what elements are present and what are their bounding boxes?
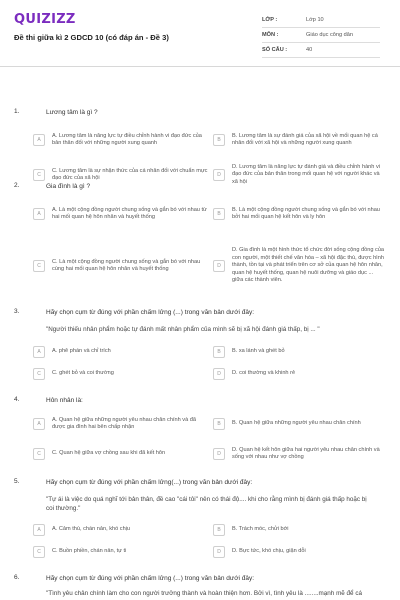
- option-d[interactable]: [213, 544, 385, 560]
- option-text: C. Lương tâm là sự nhận thức của cá nhân đối với chuẩn mực đạo đức của xã hội: [52, 167, 208, 181]
- quizizz-logo: QUIZIZZ: [14, 12, 76, 27]
- option-badge: D: [213, 546, 225, 558]
- option-badge: C: [33, 448, 45, 460]
- question-4: [0, 396, 400, 405]
- question-2: [0, 182, 400, 191]
- option-badge: D: [213, 260, 225, 272]
- option-text: D. Gia đình là một hình thức tổ chức đời sống cộng đồng của con người, một thiết chế văn hóa – xã hội đặc thù, được hình thành, tồn tại và phát triển trên cơ sở của quan hệ hôn nhân, quan hệ huyết thống, quan hệ nuôi dưỡng và giáo dục ... giữa các thành viên.: [232, 247, 385, 284]
- option-badge: D: [213, 448, 225, 460]
- option-text: D. Bực tức, khó chịu, giận dỗi: [232, 548, 306, 555]
- option-a[interactable]: [33, 522, 209, 538]
- question-text: Lương tâm là gì ?: [46, 109, 98, 116]
- option-text: D. Quan hệ kết hôn giữa hai người yêu nhau chân chính và sống với nhau như vợ chồng: [232, 446, 380, 460]
- meta-table: [262, 13, 380, 58]
- option-text: B. xa lánh và ghét bỏ: [232, 348, 285, 355]
- option-text: A. Cảm thù, chán nản, khó chịu: [52, 526, 131, 533]
- option-a[interactable]: [33, 344, 209, 360]
- question-number: 6.: [14, 574, 20, 581]
- meta-label: MÔN :: [262, 32, 279, 38]
- option-text: A. Là một cộng đồng người chung sống và gắn bó với nhau từ hai mối quan hệ hôn nhân và huyết thống: [52, 206, 207, 220]
- option-text: B. Lương tâm là sự đánh giá của xã hội về mối quan hệ cá nhân đối với xã hội và những người xung quanh: [232, 132, 378, 146]
- question-number: 4.: [14, 396, 20, 403]
- option-text: D. Lương tâm là năng lực tự đánh giá và điều chỉnh hành vi đạo đức của bản thân trong mối quan hệ với người khác và xã hội: [232, 163, 380, 185]
- option-c[interactable]: [33, 544, 209, 560]
- meta-row-class: [262, 13, 380, 28]
- option-text: A. Quan hệ giữa những người yêu nhau chân chính và đã được gia đình hai bên chấp nhận: [52, 416, 196, 430]
- option-badge: A: [33, 418, 45, 430]
- meta-value: 40: [306, 47, 313, 53]
- option-text: A. phê phán và chỉ trích: [52, 348, 111, 355]
- meta-value: Lớp 10: [306, 17, 324, 23]
- option-text: B. Là một cộng đồng người chung sống và gắn bó với nhau bởi hai mối quan hệ kết hôn và ly hôn: [232, 206, 380, 220]
- option-text: B. Trách móc, chửi bới: [232, 526, 289, 533]
- meta-label: SỐ CÂU :: [262, 47, 288, 53]
- option-badge: A: [33, 346, 45, 358]
- option-c[interactable]: [33, 366, 209, 382]
- option-c[interactable]: [33, 442, 209, 466]
- option-text: D. coi thường và khinh rẻ: [232, 370, 296, 377]
- option-badge: A: [33, 208, 45, 220]
- option-a[interactable]: [33, 124, 209, 156]
- question-number: 2.: [14, 182, 20, 189]
- question-quote: "Tình yêu chân chính làm cho con người trưởng thành và hoàn thiện hơn. Bởi vì, tình yêu là ........mạnh mẽ để cá: [46, 590, 362, 597]
- option-badge: D: [213, 368, 225, 380]
- option-text: A. Lương tâm là năng lực tự điều chỉnh hành vi đạo đức của bản thân đối với những người xung quanh: [52, 132, 202, 146]
- question-text: Hôn nhân là:: [46, 397, 83, 404]
- option-text: C. Buồn phiền, chán nản, tự ti: [52, 548, 127, 555]
- option-b[interactable]: [213, 344, 385, 360]
- option-badge: B: [213, 134, 225, 146]
- option-text: C. Quan hệ giữa vợ chồng sau khi đã kết hôn: [52, 450, 166, 457]
- question-quote: "Tự ái là việc do quá nghĩ tới bản thân, đề cao "cái tôi" nên có thái độ.... khi cho rằng mình bị đánh giá thấp hoặc bị coi thường.": [46, 496, 367, 512]
- option-badge: A: [33, 524, 45, 536]
- option-badge: A: [33, 134, 45, 146]
- option-c[interactable]: [33, 238, 209, 294]
- question-number: 5.: [14, 478, 20, 485]
- worksheet-header: [0, 0, 400, 60]
- option-badge: D: [213, 169, 225, 181]
- option-badge: B: [213, 208, 225, 220]
- option-a[interactable]: [33, 412, 209, 436]
- option-a[interactable]: [33, 198, 209, 230]
- option-badge: C: [33, 546, 45, 558]
- option-badge: C: [33, 260, 45, 272]
- question-3: [0, 308, 400, 334]
- option-b[interactable]: [213, 522, 385, 538]
- header-divider: [0, 66, 400, 67]
- option-b[interactable]: [213, 198, 385, 230]
- question-quote: "Người thiếu nhân phẩm hoặc tự đánh mất nhân phẩm của mình sẽ bị xã hội đánh giá thấp, bị ... ": [46, 326, 320, 333]
- question-1: [0, 108, 400, 117]
- question-text: Hãy chọn cụm từ đúng với phần chấm lửng (...) trong văn bản dưới đây:: [46, 575, 255, 582]
- option-badge: B: [213, 418, 225, 430]
- document-title: Đề thi giữa kì 2 GDCD 10 (có đáp án - Đề 3): [14, 33, 169, 42]
- option-text: C. Là một cộng đồng người chung sống và gắn bó với nhau cùng hai mối quan hệ hôn nhân và huyết thống: [52, 258, 201, 272]
- option-badge: C: [33, 368, 45, 380]
- meta-label: LỚP :: [262, 17, 278, 23]
- question-text: Gia đình là gì ?: [46, 183, 91, 190]
- option-d[interactable]: [213, 238, 385, 294]
- option-badge: B: [213, 346, 225, 358]
- question-6: [0, 574, 400, 598]
- question-text: Hãy chọn cụm từ đúng với phần chấm lửng (...) trong văn bản dưới đây:: [46, 309, 255, 316]
- meta-value: Giáo dục công dân: [306, 32, 353, 38]
- option-b[interactable]: [213, 124, 385, 156]
- option-d[interactable]: [213, 442, 385, 466]
- option-d[interactable]: [213, 366, 385, 382]
- option-badge: B: [213, 524, 225, 536]
- meta-row-count: [262, 43, 380, 58]
- question-number: 3.: [14, 308, 20, 315]
- option-text: C. ghét bỏ và coi thường: [52, 370, 114, 377]
- option-badge: C: [33, 169, 45, 181]
- question-text: Hãy chọn cụm từ đúng với phần chấm lửng(...) trong văn bản dưới đây:: [46, 479, 253, 486]
- option-text: B. Quan hệ giữa những người yêu nhau chân chính: [232, 420, 361, 427]
- option-b[interactable]: [213, 412, 385, 436]
- meta-row-subject: [262, 28, 380, 43]
- question-number: 1.: [14, 108, 20, 115]
- question-5: [0, 478, 400, 513]
